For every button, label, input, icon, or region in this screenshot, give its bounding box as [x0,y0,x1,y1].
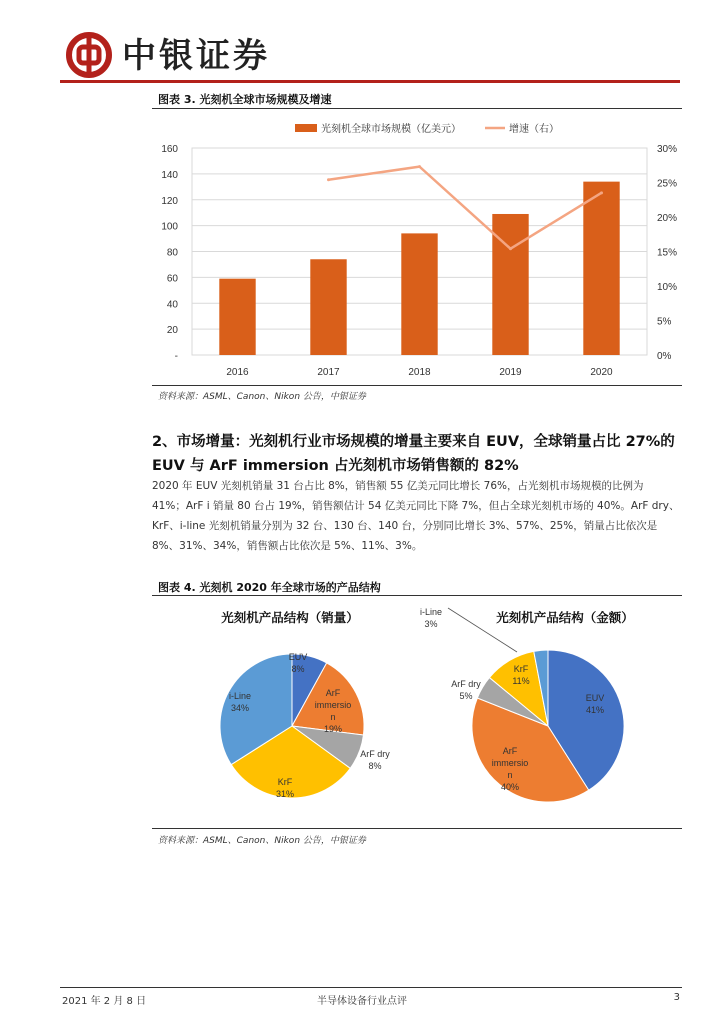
y-right-tick-label: 30% [657,144,678,155]
x-tick-label: 2016 [226,367,249,378]
growth-point [509,247,512,250]
brand-name: 中银证券 [122,36,270,76]
figure4-title-rule [152,595,682,596]
y-right-tick-label: 25% [657,178,678,190]
section-heading-line-1: 2、市场增量：光刻机行业市场规模的增量主要来自 EUV，全球销量占比 27%的 [152,434,675,450]
legend-bar-swatch [295,124,317,132]
bar [219,279,255,355]
pie-data-label: i-Line 3% [419,607,443,629]
market-size-chart [150,110,690,386]
pie-data-label: KrF 11% [512,664,530,686]
y-right-tick-label: 5% [657,316,672,328]
growth-point [600,191,603,194]
figure3-source: 资料来源：ASML、Canon、Nikon 公告，中银证券 [158,392,366,402]
section-heading [152,430,682,478]
figure4-source: 资料来源：ASML、Canon、Nikon 公告，中银证券 [158,836,366,846]
footer-date: 2021 年 2 月 8 日 [62,996,147,1007]
growth-point [418,165,421,168]
paragraph-line: 2020 年 EUV 光刻机销量 31 台占比 8%，销售额 55 亿美元同比增长 76%，占光刻机市场规模的比例为 [152,480,644,492]
paragraph-line: 8%、31%、34%，销售额占比依次是 5%、11%、3%。 [152,540,423,552]
pie-data-label: ArF dry 5% [451,679,481,701]
product-structure-pies [150,597,690,821]
growth-line [329,167,602,249]
y-left-tick-label: - [174,351,178,362]
y-left-tick-label: 140 [161,169,178,181]
bar [492,214,528,355]
x-tick-label: 2020 [590,367,613,378]
pie-data-label: EUV 8% [288,652,308,674]
x-tick-label: 2018 [408,367,431,378]
y-right-tick-label: 0% [657,351,672,362]
growth-point [327,178,330,181]
y-left-tick-label: 20 [166,325,178,337]
y-left-tick-label: 160 [161,144,178,155]
figure3-source-rule [152,385,682,386]
y-left-tick-label: 80 [166,247,178,259]
bar [583,182,619,355]
bar [310,259,346,355]
header-rule [60,80,680,83]
figure4-title: 图表 4. 光刻机 2020 年全球市场的产品结构 [158,581,381,594]
pie-data-label: i-Line 34% [228,691,252,713]
x-tick-label: 2019 [499,367,522,378]
footer-rule [60,987,682,988]
figure4-source-rule [152,828,682,829]
pie-data-label: ArF immersio n 19% [314,688,352,734]
y-right-tick-label: 10% [657,282,678,293]
pie-data-label: KrF 31% [275,777,295,799]
figure3-title-rule [152,108,682,109]
legend-bar-label: 光刻机全球市场规模（亿美元） [321,124,461,135]
bank-of-china-logo-icon [66,32,112,78]
pie-data-label: EUV 41% [585,693,605,715]
pie-data-label: ArF dry 8% [360,749,390,771]
pie-title: 光刻机产品结构（销量） [221,610,359,625]
section-heading-line-2: EUV 与 ArF immersion 占光刻机市场销售额的 82% [152,458,519,474]
section-paragraph [152,476,682,556]
pie-data-label: ArF immersio n 40% [491,746,529,792]
pie-title: 光刻机产品结构（金额） [496,610,634,625]
paragraph-line: 41%；ArF i 销量 80 台占 19%，销售额估计 54 亿美元同比下降 7%，但占全球光刻机市场的 40%。ArF dry、 [152,500,680,512]
bar [401,233,437,355]
figure3-title: 图表 3. 光刻机全球市场规模及增速 [158,93,332,106]
y-left-tick-label: 100 [161,221,178,233]
legend-line-label: 增速（右） [509,124,559,135]
y-left-tick-label: 40 [166,299,178,311]
y-right-tick-label: 20% [657,213,678,224]
footer-page-number: 3 [673,992,680,1003]
paragraph-line: KrF、i-line 光刻机销量分别为 32 台、130 台、140 台，分别同比增长 3%、57%、25%，销量占比依次是 [152,520,658,532]
y-left-tick-label: 120 [161,195,178,207]
y-right-tick-label: 15% [657,247,678,259]
y-left-tick-label: 60 [166,273,178,285]
x-tick-label: 2017 [317,367,340,378]
footer-report-type: 半导体设备行业点评 [317,996,407,1007]
